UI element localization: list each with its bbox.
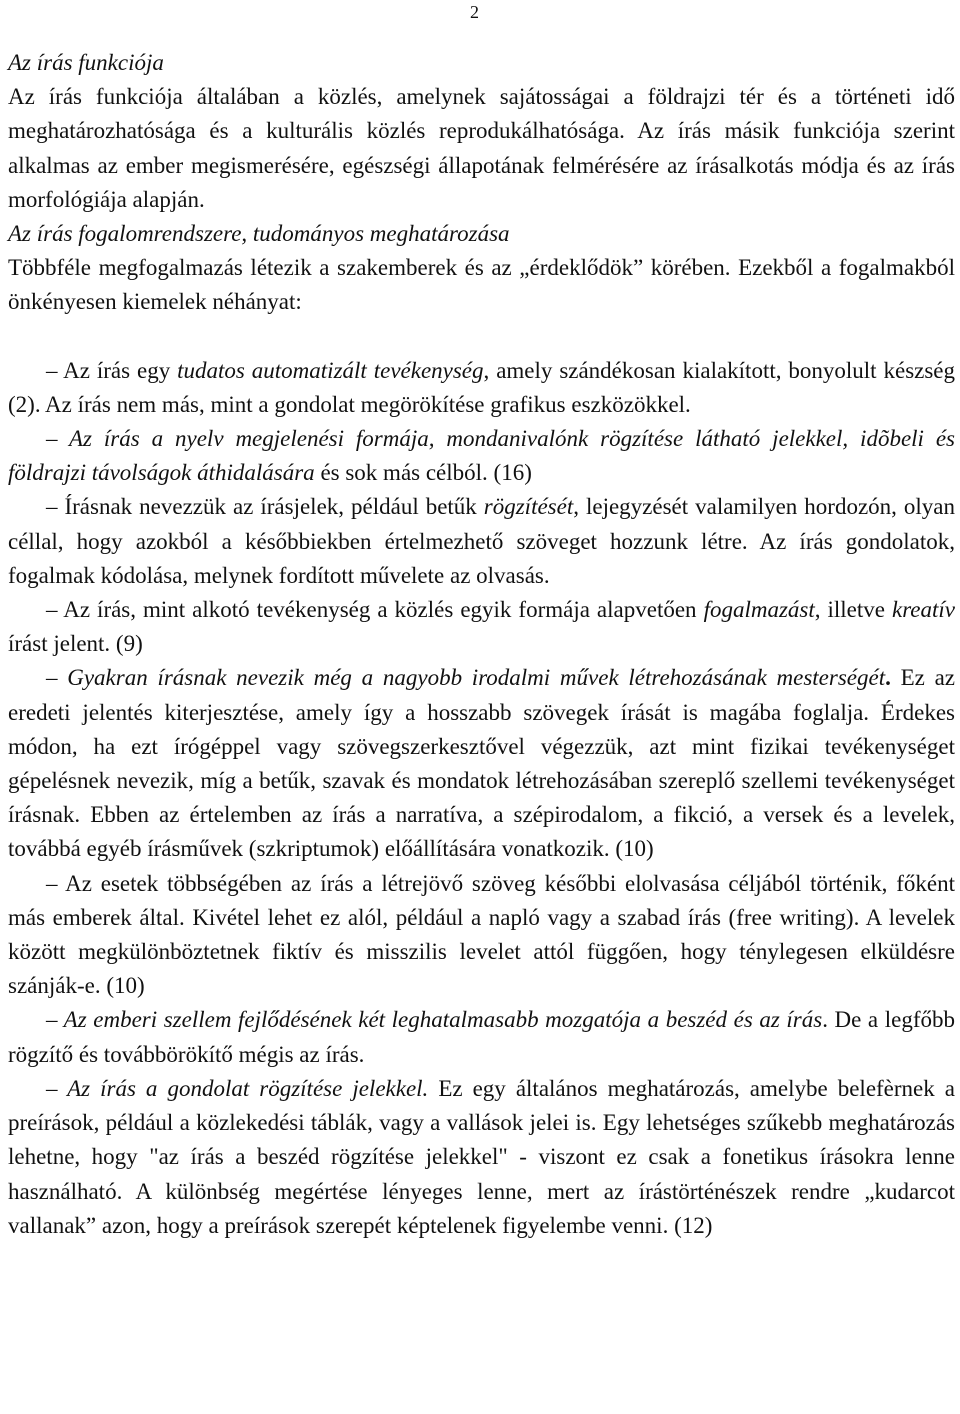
text-run: . De a legfőbb rögzítő és továbbörökítő mégis az írás. bbox=[8, 1007, 955, 1067]
text-run: – Az írás egy bbox=[46, 357, 178, 383]
definition-item bbox=[8, 354, 955, 422]
text-run: – Az írás, mint alkotó tevékenység a közlés egyik formája alapvetően bbox=[46, 597, 704, 623]
paragraph: Többféle megfogalmazás létezik a szakemberek és az „érdeklődök” körében. Ezekből a fogalmakból önkényesen kiemelek néhányat: bbox=[8, 255, 955, 315]
text-run: , amely szándékosan kialakított, bonyolult készség (2). Az írás nem más, mint a gondolat megörökítése grafikus eszközökkel. bbox=[8, 357, 956, 417]
italic-run: – Gyakran írásnak nevezik még a nagyobb irodalmi művek létrehozásának mesterségét bbox=[46, 665, 886, 691]
text-run: – Írásnak nevezzük az írásjelek, például betűk bbox=[46, 494, 484, 520]
definition-item bbox=[8, 1072, 955, 1243]
section-heading: Az írás fogalomrendszere, tudományos meghatározása bbox=[8, 221, 510, 247]
text-run: , lejegyzését valamilyen hordozón, olyan céllal, hogy azokból a későbbiekben értelmezhető szöveget hozzunk létre. Az írás gondolatok, fogalmak kódolása, melynek fordított művelete az olvasás. bbox=[8, 494, 955, 588]
italic-run: – Az emberi szellem fejlődésének két leghatalmasabb mozgatója a beszéd és az írás bbox=[46, 1007, 823, 1033]
text-run: – Az esetek többségében az írás a létrejövő szöveg későbbi elolvasása céljából történik, főként más emberek által. Kivétel lehet ez alól, például a napló vagy a szabad írás (free writing). A levelek között megkülönböztetnek fiktív és misszilis levelet attól függően, hogy ténylegesen elküldésre szánják-e. (10) bbox=[8, 870, 955, 999]
page-number: 2 bbox=[470, 2, 479, 22]
italic-run: – Az írás a nyelv megjelenési formája, mondanivalónk rögzítése látható jelekkel, idõbeli és földrajzi távolságok áthidalására bbox=[8, 426, 955, 486]
text-run: Ez az eredeti jelentés kiterjesztése, amely így a hosszabb szövegek írását is magába foglalja. Érdekes módon, ha ezt írógéppel vagy szövegszerkesztővel végezzük, azt mint fizikai tevékenységet gépelésnek nevezik, míg a betűk, szavak és mondatok létrehozásában szereplő szellemi tevékenységet írásnak. Ebben az értelemben az írás a narratíva, a szépirodalom, a fikció, a versek és a levelek, továbbá egyéb írásművek (szkriptumok) előállítására vonatkozik. (10) bbox=[8, 665, 955, 862]
italic-run: fogalmazást bbox=[703, 597, 815, 623]
text-run: és sok más célból. (16) bbox=[314, 460, 532, 486]
definition-item bbox=[8, 593, 955, 661]
italic-run: – Az írás a gondolat rögzítése jelekkel. bbox=[46, 1075, 429, 1101]
definition-item bbox=[8, 1003, 955, 1071]
definition-item bbox=[8, 422, 955, 490]
text-run: , illetve bbox=[814, 597, 892, 623]
text-run: írást jelent. (9) bbox=[8, 631, 143, 657]
bold-run: . bbox=[885, 665, 891, 691]
definition-item bbox=[8, 490, 955, 593]
text-run: Ez egy általános meghatározás, amelybe belefèrnek a preírások, például a közlekedési táblák, vagy a vallások jelei is. Egy lehetséges szűkebb meghatározás lehetne, hogy "az írás a beszéd rögzítése jelekkel" - viszont ez csak a fonetikus írásokra lenne használható. A különbség megértése lényeges lenne, mert az írástörténészek rendre „kudarcot vallanak” azon, hogy a preírások szerepét képtelenek figyelembe venni. (12) bbox=[8, 1075, 955, 1238]
definition-item bbox=[8, 661, 955, 866]
paragraph: Az írás funkciója általában a közlés, amelynek sajátosságai a földrajzi tér és a történeti idő meghatározhatósága és a kulturális közlés reprodukálhatósága. Az írás másik funkciója szerint alkalmas az ember megismerésére, egészségi állapotának felmérésére az írásalkotás módja és az írás morfológiája alapján. bbox=[8, 84, 955, 212]
italic-run: rögzítését bbox=[483, 494, 574, 520]
section-heading: Az írás funkciója bbox=[8, 50, 164, 75]
italic-run: kreatív bbox=[891, 597, 955, 623]
italic-run: tudatos automatizált tevékenység bbox=[177, 357, 484, 383]
spacer bbox=[8, 320, 955, 354]
definition-item bbox=[8, 867, 955, 1004]
document-body bbox=[8, 46, 955, 1243]
